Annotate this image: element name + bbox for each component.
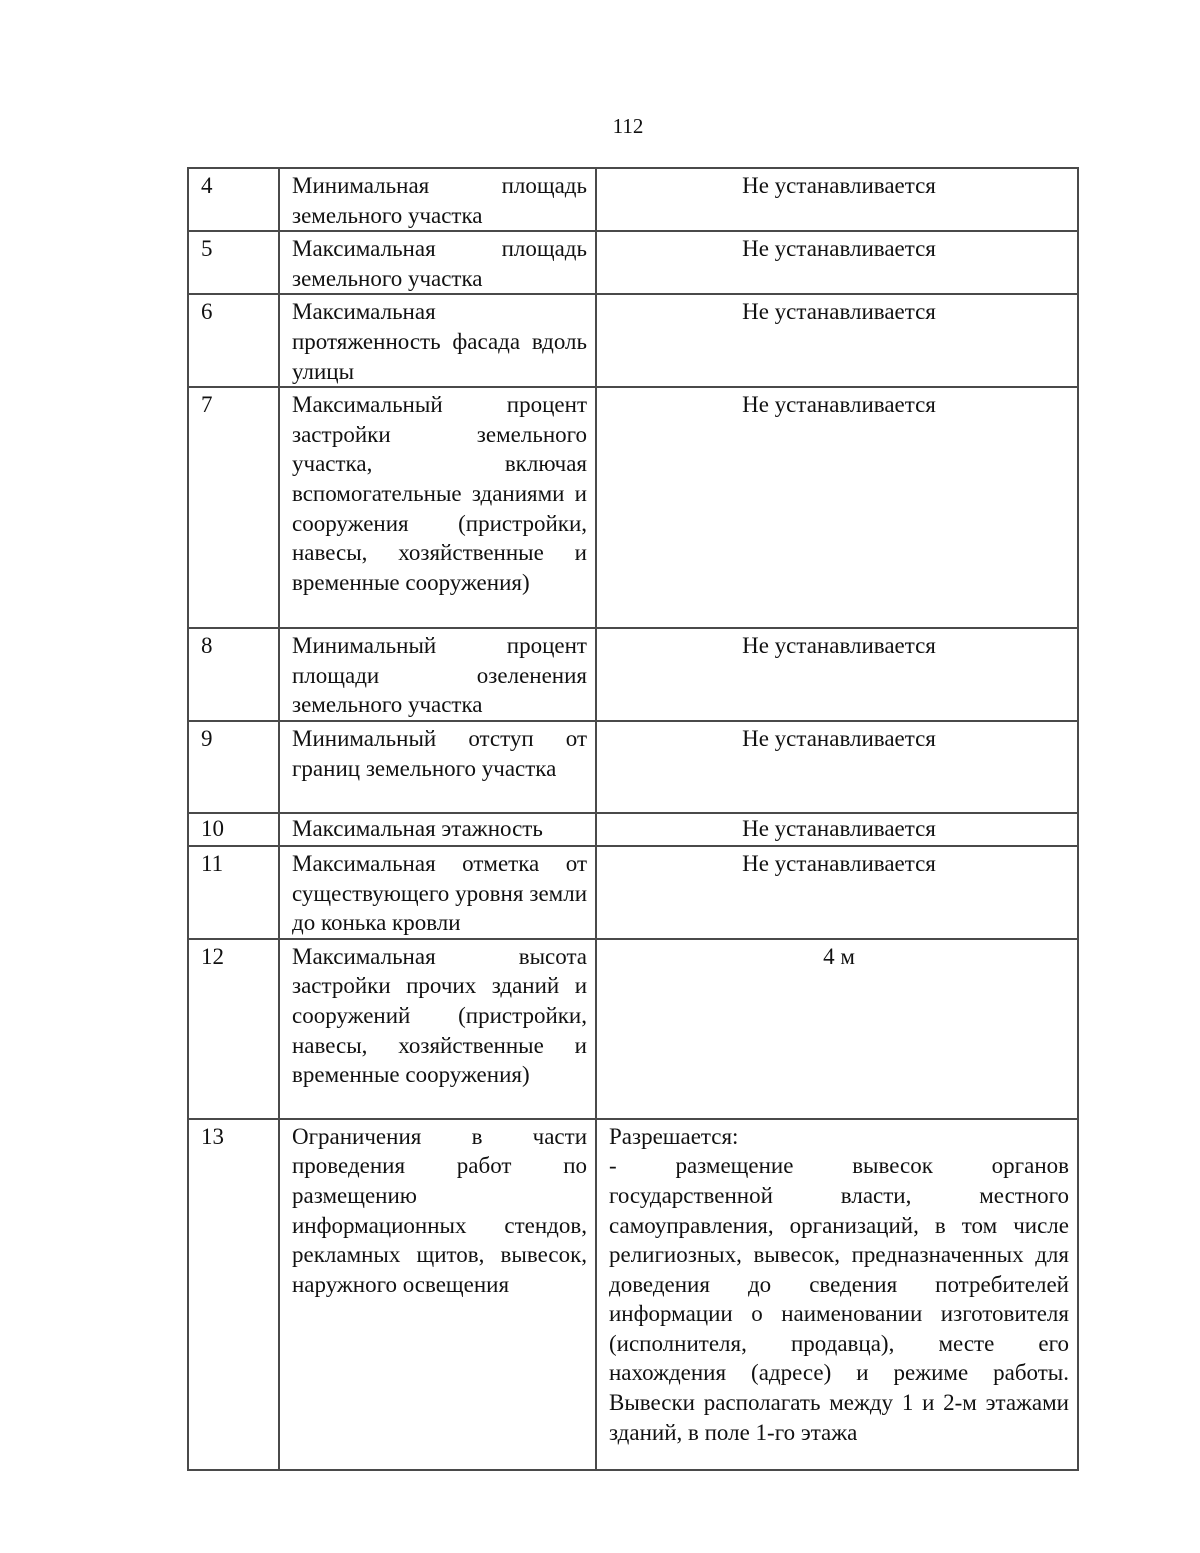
parameter-name: Максимальная высота застройки прочих зданий и сооружений (пристройки, навесы, хозяйственные и временные сооружения) <box>279 939 596 1119</box>
parameter-name: Минимальный отступ от границ земельного участка <box>279 721 596 813</box>
parameter-name: Максимальная этажность <box>279 813 596 846</box>
row-number: 11 <box>188 846 279 939</box>
parameter-value: Не устанавливается <box>596 168 1078 231</box>
parameter-value: Не устанавливается <box>596 231 1078 294</box>
row-number: 9 <box>188 721 279 813</box>
parameter-name: Ограничения в части проведения работ по размещению информационных стендов, рекламных щитов, вывесок, наружного освещения <box>279 1119 596 1470</box>
parameter-name: Минимальная площадь земельного участка <box>279 168 596 231</box>
row-number: 8 <box>188 628 279 721</box>
parameter-name: Максимальная отметка от существующего уровня земли до конька кровли <box>279 846 596 939</box>
table-row <box>188 168 1078 231</box>
row-number: 6 <box>188 294 279 387</box>
parameter-value: Не устанавливается <box>596 721 1078 813</box>
table-row <box>188 813 1078 846</box>
table-row <box>188 939 1078 1119</box>
parameter-value: Не устанавливается <box>596 846 1078 939</box>
row-number: 5 <box>188 231 279 294</box>
parameter-value: 4 м <box>596 939 1078 1119</box>
parameter-value: Не устанавливается <box>596 813 1078 846</box>
parameter-name: Максимальная протяженность фасада вдоль улицы <box>279 294 596 387</box>
table-row <box>188 294 1078 387</box>
parameter-name: Максимальная площадь земельного участка <box>279 231 596 294</box>
page-number: 112 <box>612 114 644 138</box>
parameter-value-body: - размещение вывесок органов государственной власти, местного самоуправления, организаций, в том числе религиозных, вывесок, предназначенных для доведения до сведения потребителей информации о наименовании изготовителя (исполнителя, продавца), месте его нахождения (адресе) и режиме работы. Вывески располагать между 1 и 2-м этажами зданий, в поле 1-го этажа <box>609 1153 1069 1445</box>
table-row <box>188 721 1078 813</box>
parameter-value-title: Разрешается: <box>609 1123 739 1149</box>
table-row <box>188 846 1078 939</box>
row-number: 4 <box>188 168 279 231</box>
table-row <box>188 387 1078 628</box>
row-number: 10 <box>188 813 279 846</box>
parameter-value: Не устанавливается <box>596 628 1078 721</box>
parameter-value <box>596 1119 1078 1470</box>
table-row <box>188 628 1078 721</box>
table-row <box>188 1119 1078 1470</box>
parameter-name: Максимальный процент застройки земельного участка, включая вспомогательные зданиями и сооружения (пристройки, навесы, хозяйственные и временные сооружения) <box>279 387 596 628</box>
row-number: 13 <box>188 1119 279 1470</box>
row-number: 12 <box>188 939 279 1119</box>
table-row <box>188 231 1078 294</box>
parameter-value: Не устанавливается <box>596 387 1078 628</box>
parameters-table <box>187 167 1079 1471</box>
row-number: 7 <box>188 387 279 628</box>
parameter-value: Не устанавливается <box>596 294 1078 387</box>
parameter-name: Минимальный процент площади озеленения земельного участка <box>279 628 596 721</box>
